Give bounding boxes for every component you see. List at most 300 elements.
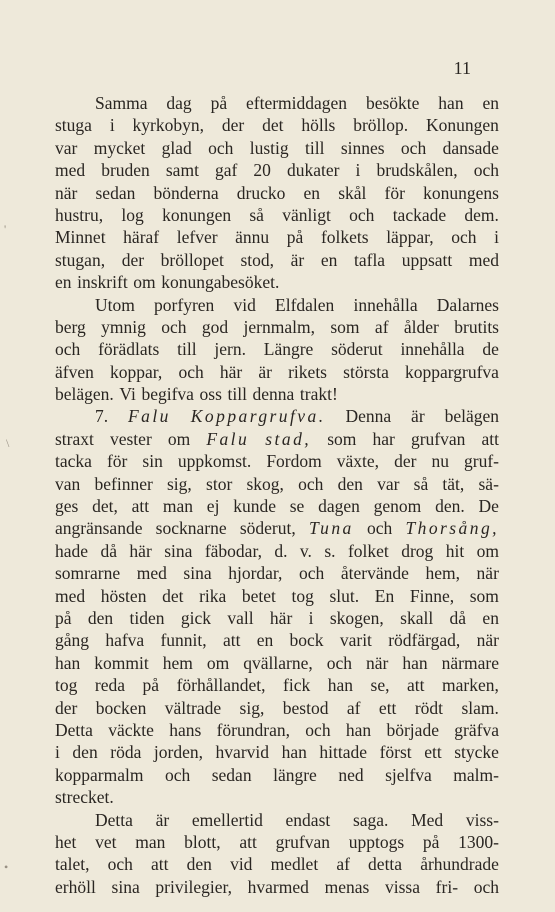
margin-mark: ' <box>4 222 7 236</box>
text-line <box>55 383 499 405</box>
word: en <box>320 249 338 270</box>
word: innehålla <box>400 339 465 360</box>
text-line <box>55 809 499 831</box>
word: och <box>349 204 375 225</box>
word: när <box>476 630 499 651</box>
word: grufvan <box>410 428 466 449</box>
word: en <box>55 272 72 293</box>
word: slam. <box>461 697 499 718</box>
word: rikets <box>288 361 327 382</box>
word: den <box>337 473 363 494</box>
word: de <box>482 339 499 360</box>
word: Falu <box>206 428 250 449</box>
word: och <box>161 316 187 337</box>
text-line <box>55 92 499 114</box>
word: bruden <box>101 160 150 181</box>
word: jern. <box>214 339 246 360</box>
word: på <box>422 831 440 852</box>
word: bestod <box>282 697 329 718</box>
word: der <box>221 115 245 136</box>
word: tät, <box>442 473 465 494</box>
text-line <box>55 652 499 674</box>
word: och <box>208 137 234 158</box>
word: vältrade <box>164 697 222 718</box>
word: se, <box>370 675 390 696</box>
page-number: 11 <box>453 58 471 78</box>
word: att <box>131 496 150 517</box>
word: god <box>201 316 229 337</box>
word: stugan, <box>55 249 106 270</box>
word: dagen <box>318 496 360 517</box>
word: och <box>298 473 324 494</box>
word: man <box>135 831 166 852</box>
word: Med <box>411 809 444 830</box>
word: i <box>308 607 314 628</box>
word: i <box>355 160 361 181</box>
word: för <box>106 451 128 472</box>
word: rödt <box>414 697 444 718</box>
word: blott, <box>184 831 221 852</box>
word: man <box>162 496 194 517</box>
word: här <box>269 607 293 628</box>
word: förundran, <box>216 719 290 740</box>
word: ned <box>338 764 364 785</box>
word: gräfva <box>454 719 499 740</box>
word: tafla <box>353 249 386 270</box>
word: bröllopet <box>160 249 224 270</box>
word: vänligt <box>282 204 331 225</box>
word: häraf <box>123 227 160 248</box>
word: gång <box>55 630 90 651</box>
word: kopparmalm <box>55 764 144 785</box>
word: på <box>210 93 228 113</box>
word: så <box>249 204 264 225</box>
word: drog <box>401 540 434 561</box>
word: då <box>100 540 117 561</box>
word: oss <box>199 384 222 405</box>
text-line <box>55 629 499 651</box>
word: hem, <box>425 563 460 584</box>
word: det, <box>92 496 118 517</box>
word: denna <box>252 384 295 405</box>
text-line <box>55 853 499 875</box>
word: het <box>55 831 77 852</box>
word: Finne, <box>409 585 455 606</box>
word: emellertid <box>191 809 263 830</box>
word: sinnes <box>340 137 385 158</box>
word: för <box>384 182 405 203</box>
text-line <box>55 562 499 584</box>
word: när <box>55 182 78 203</box>
word: med <box>55 160 86 181</box>
word: han <box>402 652 428 673</box>
word: Koppargrufva. <box>190 406 326 427</box>
word: af <box>336 854 350 875</box>
word: när <box>366 652 389 673</box>
word: i <box>55 742 60 763</box>
word: der <box>394 451 417 472</box>
word: och <box>305 719 331 740</box>
word: vester <box>109 428 152 449</box>
word: mycket <box>93 137 146 158</box>
text-line <box>55 114 499 136</box>
word: till <box>227 384 247 405</box>
word: stycke <box>454 742 499 763</box>
word: hafva <box>105 630 145 651</box>
word: att <box>222 630 241 651</box>
word: Detta <box>55 719 93 740</box>
word: det <box>262 115 284 136</box>
word: skall <box>400 607 434 628</box>
word: hit <box>445 540 465 561</box>
word: han <box>55 652 81 673</box>
word: när <box>476 563 499 584</box>
word: sjelfva <box>385 764 432 785</box>
word: brutits <box>454 316 499 337</box>
word: och <box>366 518 393 539</box>
word: kyrkobyn, <box>132 115 204 136</box>
word: Thorsång, <box>405 518 499 539</box>
word: har <box>372 428 395 449</box>
word: endast <box>285 809 331 830</box>
word: är <box>155 809 170 830</box>
word: tackade <box>392 204 447 225</box>
word: den <box>186 854 212 875</box>
word: sina <box>111 876 140 897</box>
text-line <box>55 137 499 159</box>
word: Minnet <box>55 227 106 248</box>
word: och <box>326 652 353 673</box>
word: som <box>330 316 360 337</box>
word: och <box>473 160 499 181</box>
word: århundrade <box>420 854 499 875</box>
word: 7. <box>95 406 109 427</box>
word: af <box>374 316 389 337</box>
word: koppargrufva <box>404 361 499 382</box>
word: den <box>87 607 114 628</box>
word: stod, <box>240 249 275 270</box>
word: der <box>55 697 78 718</box>
word: hölls <box>301 115 336 136</box>
word: belägen <box>444 406 499 427</box>
word: ett <box>378 697 397 718</box>
word: angränsande <box>55 518 143 539</box>
word: att <box>239 831 257 852</box>
word: rika <box>199 585 227 606</box>
word: han <box>327 675 354 696</box>
word: att <box>481 428 499 449</box>
word: till <box>177 339 197 360</box>
word: qvällarne, <box>243 652 313 673</box>
word: sig, <box>239 697 265 718</box>
word: Falu <box>128 406 171 427</box>
word: till <box>305 137 325 158</box>
word: sä- <box>478 473 499 494</box>
word: konungabesöket. <box>161 272 280 293</box>
word: då <box>449 607 467 628</box>
text-line <box>55 741 499 763</box>
word: berg <box>55 316 86 337</box>
text-line <box>55 719 499 741</box>
word: hans <box>169 719 202 740</box>
word: och <box>451 227 477 248</box>
word: 20 <box>253 160 271 181</box>
word: genom <box>373 496 422 517</box>
text-line <box>55 450 499 472</box>
word: sin <box>142 451 163 472</box>
word: vissa <box>384 876 420 897</box>
word: som <box>469 585 499 606</box>
word: funnit, <box>160 630 207 651</box>
word: vid <box>230 854 253 875</box>
word: den. <box>435 496 465 517</box>
word: sina <box>164 540 193 561</box>
word: hade <box>55 540 89 561</box>
word: är <box>411 406 425 427</box>
word: en <box>256 630 274 651</box>
word: var <box>55 137 78 158</box>
word: drucko <box>236 182 286 203</box>
word: han <box>345 719 372 740</box>
word: röda <box>110 742 142 763</box>
word: jernmalm, <box>243 316 315 337</box>
word: tog <box>291 585 314 606</box>
word: vet <box>95 831 117 852</box>
word: började <box>386 719 439 740</box>
text-line <box>55 876 499 898</box>
word: hjordar, <box>228 563 283 584</box>
word: ålder <box>403 316 439 337</box>
word: en <box>482 607 499 628</box>
word: skogen, <box>329 607 384 628</box>
text-line <box>55 249 499 271</box>
word: konungens <box>423 182 499 203</box>
word: en <box>303 182 321 203</box>
word: skål <box>338 182 367 203</box>
word: lefver <box>176 227 218 248</box>
word: ej <box>206 496 220 517</box>
word: bröllop. <box>353 115 409 136</box>
word: Längre <box>263 339 314 360</box>
text-line <box>55 428 499 450</box>
word: somrarne <box>55 563 121 584</box>
word: och <box>164 764 191 785</box>
word: på <box>55 607 72 628</box>
word: se <box>289 496 305 517</box>
word: medlet <box>270 854 319 875</box>
word: hösten <box>100 585 147 606</box>
word: reda <box>94 675 126 696</box>
word: han <box>281 742 307 763</box>
text-line <box>55 182 499 204</box>
word: först <box>379 742 412 763</box>
word: belägen. <box>55 384 114 405</box>
word: dag <box>166 93 192 113</box>
word: begifva <box>141 384 194 405</box>
word: hem <box>162 652 193 673</box>
word: dansade <box>442 137 499 158</box>
word: glad <box>161 137 192 158</box>
word: var <box>377 473 400 494</box>
word: porfyren <box>154 294 215 315</box>
word: stuga <box>55 115 92 136</box>
word: dem. <box>464 204 499 225</box>
word: samt <box>165 160 199 181</box>
word: trakt! <box>299 384 338 405</box>
word: Tuna <box>308 518 354 539</box>
word: Dalarnes <box>436 294 499 315</box>
word: Denna <box>345 406 392 427</box>
word: vid <box>233 294 256 315</box>
word: på <box>286 227 304 248</box>
word: En <box>374 585 395 606</box>
word: Konungen <box>426 115 499 136</box>
word: och <box>178 361 204 382</box>
word: och <box>55 339 81 360</box>
word: hvarvid <box>215 742 270 763</box>
word: gruf- <box>464 451 499 472</box>
word: vall <box>227 607 254 628</box>
word: uppkomst. <box>177 451 252 472</box>
word: bock <box>289 630 324 651</box>
word: Elfdalen <box>275 294 335 315</box>
word: ges <box>55 496 79 517</box>
word: gaf <box>215 160 238 181</box>
word: befinner <box>94 473 153 494</box>
word: med <box>468 249 499 270</box>
text-line <box>55 764 499 786</box>
word: är <box>290 249 305 270</box>
word: eftermiddagen <box>245 93 348 113</box>
word: en <box>482 93 499 113</box>
word: besökte <box>365 93 420 113</box>
word: rödfärgad, <box>388 630 461 651</box>
text-line <box>55 674 499 696</box>
word: detta <box>368 854 403 875</box>
word: i <box>494 227 499 248</box>
word: saga. <box>352 809 389 830</box>
word: log <box>121 204 144 225</box>
text-line <box>55 405 499 427</box>
word: konungen <box>162 204 232 225</box>
text-line <box>55 607 499 629</box>
word: så <box>413 473 429 494</box>
text-line <box>55 361 499 383</box>
word: van <box>55 473 81 494</box>
word: om <box>206 652 230 673</box>
word: dukater <box>286 160 340 181</box>
word: tiden <box>129 607 165 628</box>
word: ymnig <box>101 316 146 337</box>
word: Samma <box>95 93 148 113</box>
text-line <box>55 271 499 293</box>
word: och <box>299 563 325 584</box>
word: Detta <box>95 809 133 830</box>
word: brudskålen, <box>376 160 458 181</box>
word: hustru, <box>55 204 104 225</box>
word: ännu <box>235 227 270 248</box>
word: straxt <box>55 428 94 449</box>
word: söderut <box>331 339 383 360</box>
word: Vi <box>119 384 136 405</box>
word: skog, <box>246 473 284 494</box>
text-line <box>55 585 499 607</box>
word: han <box>438 93 464 113</box>
word: om <box>167 428 191 449</box>
word: varit <box>339 630 372 651</box>
text-line <box>55 786 499 808</box>
word: bönderna <box>153 182 219 203</box>
word: här <box>219 361 243 382</box>
word: det <box>162 585 184 606</box>
word: närmare <box>441 652 499 673</box>
word: 1300- <box>458 831 499 852</box>
word: här <box>129 540 152 561</box>
word: betet <box>241 585 276 606</box>
word: gick <box>180 607 211 628</box>
word: med <box>136 563 167 584</box>
text-line <box>55 831 499 853</box>
margin-mark: • <box>4 860 9 874</box>
word: folkets <box>320 227 369 248</box>
text-line <box>55 495 499 517</box>
word: fri- <box>435 876 459 897</box>
word: är <box>258 361 272 382</box>
word: uppsatt <box>401 249 453 270</box>
text-line <box>55 338 499 360</box>
word: slut. <box>329 585 360 606</box>
word: af <box>346 697 361 718</box>
word: sina <box>183 563 212 584</box>
word: som <box>327 428 357 449</box>
word: om <box>133 272 156 293</box>
word: inskrift <box>77 272 128 293</box>
word: jorden, <box>153 742 203 763</box>
word: och <box>400 137 427 158</box>
word: upptogs <box>348 831 405 852</box>
word: malm- <box>453 764 499 785</box>
word: på <box>142 675 160 696</box>
word: hittade <box>319 742 368 763</box>
word: förädlats <box>98 339 160 360</box>
word: väckte <box>108 719 154 740</box>
word: stor <box>206 473 233 494</box>
word: talet, <box>55 854 90 875</box>
word: läppar, <box>386 227 434 248</box>
word: tacka <box>55 451 92 472</box>
word: s. <box>324 540 336 561</box>
text-line <box>55 226 499 248</box>
word: äfven <box>55 361 94 382</box>
word: sig, <box>167 473 192 494</box>
word: nu <box>431 451 449 472</box>
margin-mark: \ <box>6 436 10 450</box>
word: marken, <box>442 675 499 696</box>
word: kunde <box>233 496 276 517</box>
word: största <box>343 361 389 382</box>
word: socknarne <box>155 518 227 539</box>
word: förhållandet, <box>176 675 266 696</box>
word: erhöll <box>55 876 96 897</box>
body-text <box>55 92 499 898</box>
word: viss- <box>465 809 499 830</box>
word: tog <box>55 675 78 696</box>
word: menas <box>324 876 370 897</box>
word: Fordom <box>266 451 322 472</box>
word: växte, <box>336 451 380 472</box>
word: folket <box>347 540 389 561</box>
word: d. <box>274 540 288 561</box>
